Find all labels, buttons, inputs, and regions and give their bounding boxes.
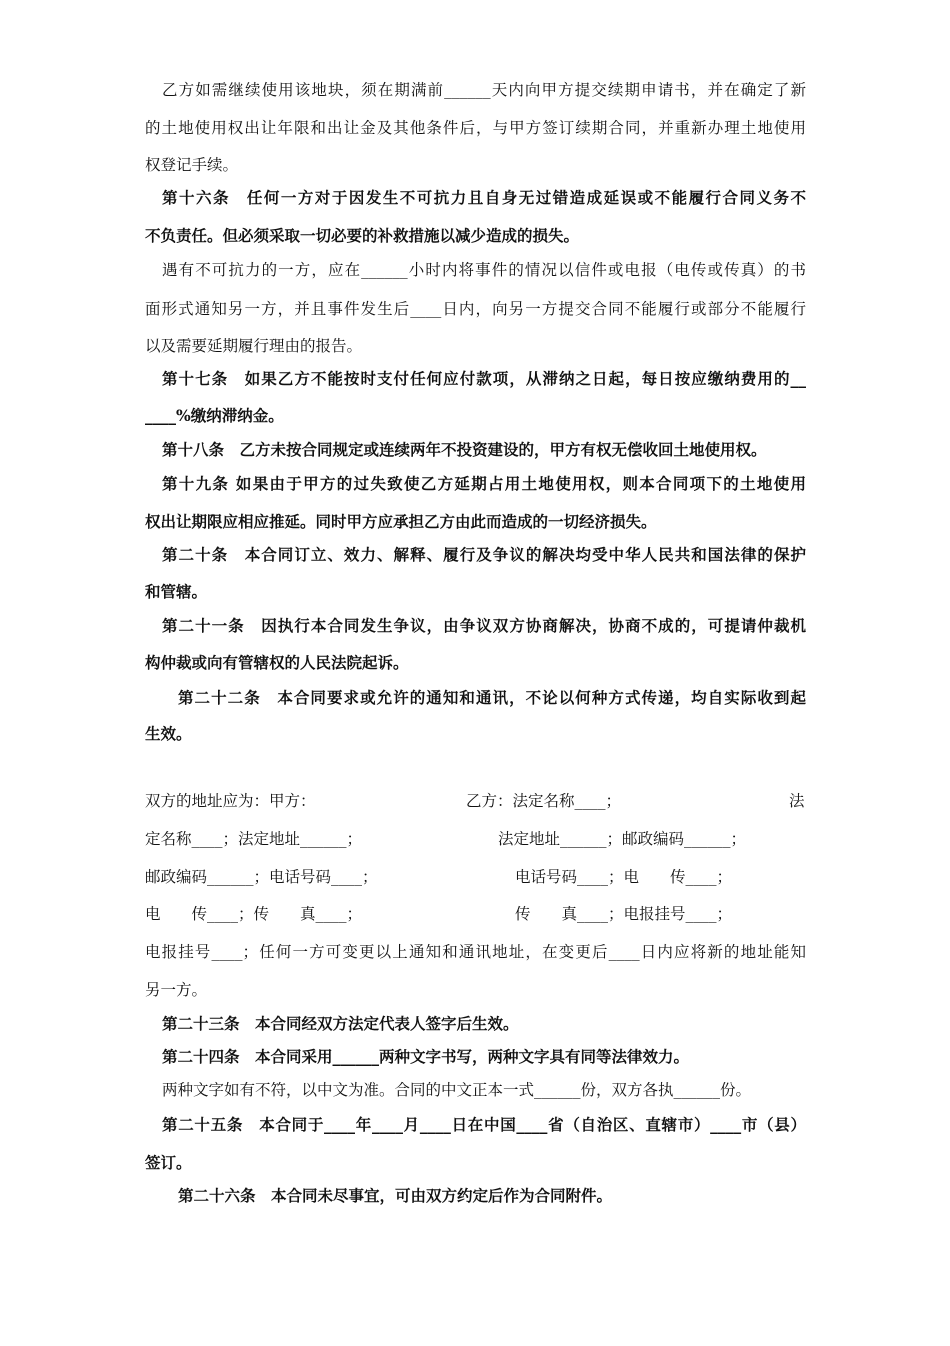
address-row-4-party-a: 电 传____；传 真____；	[145, 905, 363, 923]
address-row-1-party-a: 双方的地址应为：甲方：	[145, 792, 316, 810]
article-16-line-2: 不负责任。但必须采取一切必要的补救措施以减少造成的损失。	[145, 226, 580, 245]
article-16-line-1: 第十六条 任何一方对于因发生不可抗力且自身无过错造成延误或不能履行合同义务不	[162, 188, 806, 207]
renewal-paragraph-line-3: 权登记手续。	[145, 156, 239, 174]
article-18-line-1: 第十八条 乙方未按合同规定或连续两年不投资建设的，甲方有权无偿收回土地使用权。	[162, 440, 767, 459]
address-change-line-2: 另一方。	[145, 981, 208, 999]
force-majeure-line-2: 面形式通知另一方，并且事件发生后____日内，向另一方提交合同不能履行或部分不能履行	[145, 300, 806, 318]
address-row-1-tail: 法	[789, 792, 805, 810]
article-25-line-1: 第二十五条 本合同于____年____月____日在中国____省（自治区、直辖市）____市（县）	[162, 1115, 806, 1134]
renewal-paragraph-line-2: 的土地使用权出让年限和出让金及其他条件后，与甲方签订续期合同，并重新办理土地使用	[145, 119, 806, 137]
article-22-line-1: 第二十二条 本合同要求或允许的通知和通讯，不论以何种方式传递，均自实际收到起	[178, 688, 806, 707]
article-17-line-1: 第十七条 如果乙方不能按时支付任何应付款项，从滞纳之日起，每日按应缴纳费用的__	[162, 369, 806, 388]
article-19-line-2: 权出让期限应相应推延。同时甲方应承担乙方由此而造成的一切经济损失。	[145, 512, 657, 531]
article-24-line-1: 第二十四条 本合同采用______两种文字书写，两种文字具有同等法律效力。	[162, 1047, 690, 1066]
article-20-line-2: 和管辖。	[145, 582, 208, 601]
article-17-line-2: ____%缴纳滞纳金。	[145, 406, 284, 425]
address-change-line-1: 电报挂号____；任何一方可变更以上通知和通讯地址，在变更后____日内应将新的地址能知	[145, 943, 806, 961]
address-row-3-party-a: 邮政编码______；电话号码____；	[145, 868, 378, 886]
article-26-line-1: 第二十六条 本合同未尽事宜，可由双方约定后作为合同附件。	[178, 1186, 613, 1205]
address-row-2-party-a: 定名称____；法定地址______；	[145, 830, 363, 848]
article-25-line-2: 签订。	[145, 1153, 192, 1172]
force-majeure-line-1: 遇有不可抗力的一方，应在______小时内将事件的情况以信件或电报（电传或传真）的书	[162, 261, 806, 279]
address-row-1-party-b: 乙方：法定名称____；	[466, 792, 622, 810]
address-row-3-party-b: 电话号码____；电 传____；	[515, 868, 733, 886]
force-majeure-line-3: 以及需要延期履行理由的报告。	[145, 337, 363, 355]
article-19-line-1: 第十九条 如果由于甲方的过失致使乙方延期占用土地使用权，则本合同项下的土地使用	[162, 474, 806, 493]
address-row-4-party-b: 传 真____；电报挂号____；	[515, 905, 733, 923]
article-20-line-1: 第二十条 本合同订立、效力、解释、履行及争议的解决均受中华人民共和国法律的保护	[162, 545, 806, 564]
article-21-line-1: 第二十一条 因执行本合同发生争议，由争议双方协商解决，协商不成的，可提请仲裁机	[162, 616, 806, 635]
article-21-line-2: 构仲裁或向有管辖权的人民法院起诉。	[145, 653, 409, 672]
article-22-line-2: 生效。	[145, 724, 192, 743]
renewal-paragraph-line-1: 乙方如需继续使用该地块，须在期满前______天内向甲方提交续期申请书，并在确定了新	[162, 81, 806, 99]
article-24-line-2: 两种文字如有不符，以中文为准。合同的中文正本一式______份，双方各执______份。	[162, 1081, 752, 1099]
article-23-line-1: 第二十三条 本合同经双方法定代表人签字后生效。	[162, 1014, 519, 1033]
address-row-2-party-b: 法定地址______；邮政编码______；	[498, 830, 747, 848]
